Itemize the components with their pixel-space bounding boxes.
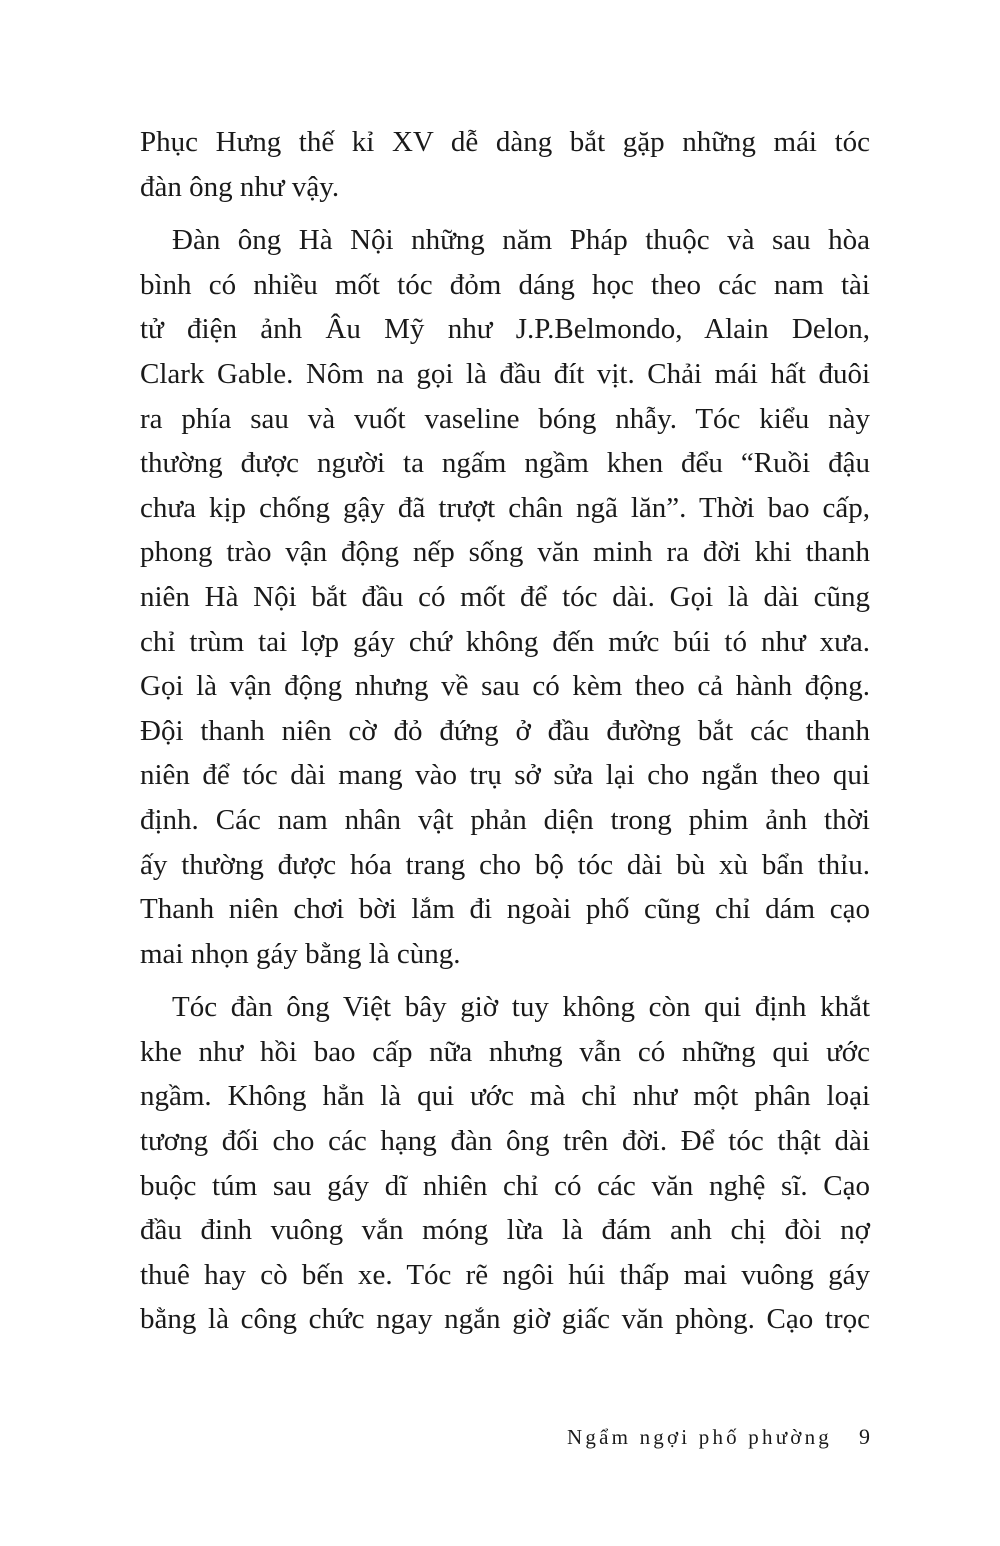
text-line: bình có nhiều mốt tóc đỏm dáng học theo các nam tài <box>140 268 870 301</box>
text-line: Phục Hưng thế kỉ XV dễ dàng bắt gặp những mái tóc <box>140 126 870 158</box>
paragraph-1 <box>140 120 870 209</box>
text-line: bằng là công chức ngay ngắn giờ giấc văn phòng. Cạo trọc <box>140 1303 870 1336</box>
book-page-body <box>140 120 870 1342</box>
text-line: Tóc đàn ông Việt bây giờ tuy không còn qui định khắt <box>172 991 870 1024</box>
page-footer <box>140 1420 870 1454</box>
text-line: niên để tóc dài mang vào trụ sở sửa lại cho ngắn theo qui <box>140 759 870 792</box>
text-line: chỉ trùm tai lợp gáy chứ không đến mức búi tó như xưa. <box>140 625 870 658</box>
text-line: mai nhọn gáy bằng là cùng. <box>140 937 461 970</box>
text-line: định. Các nam nhân vật phản diện trong phim ảnh thời <box>140 803 870 836</box>
paragraph-3 <box>140 985 870 1342</box>
running-title: Ngẩm ngợi phố phường <box>567 1425 832 1449</box>
paragraph-2 <box>140 218 870 976</box>
text-line: buộc túm sau gáy dĩ nhiên chỉ có các văn nghệ sĩ. Cạo <box>140 1169 870 1202</box>
text-line: thường được người ta ngấm ngầm khen đểu “Ruồi đậu <box>140 447 870 480</box>
text-line: ngầm. Không hẳn là qui ước mà chỉ như một phân loại <box>140 1080 870 1113</box>
text-line: Thanh niên chơi bời lắm đi ngoài phố cũng chỉ dám cạo <box>140 893 870 926</box>
text-line: phong trào vận động nếp sống văn minh ra đời khi thanh <box>140 536 870 569</box>
text-line: Gọi là vận động nhưng về sau có kèm theo cả hành động. <box>140 670 870 703</box>
text-line: tử điện ảnh Âu Mỹ như J.P.Belmondo, Alain Delon, <box>140 313 870 346</box>
text-line: tương đối cho các hạng đàn ông trên đời. Để tóc thật dài <box>140 1125 870 1158</box>
text-line: ấy thường được hóa trang cho bộ tóc dài bù xù bẩn thỉu. <box>140 848 870 881</box>
text-line: Clark Gable. Nôm na gọi là đầu đít vịt. Chải mái hất đuôi <box>140 357 870 390</box>
text-line: ra phía sau và vuốt vaseline bóng nhẫy. Tóc kiểu này <box>140 402 870 435</box>
text-line: thuê hay cò bến xe. Tóc rẽ ngôi húi thấp mai vuông gáy <box>140 1258 870 1291</box>
text-line: niên Hà Nội bắt đầu có mốt để tóc dài. Gọi là dài cũng <box>140 580 870 613</box>
text-line: đầu đinh vuông vắn móng lừa là đám anh chị đòi nợ <box>140 1214 870 1247</box>
text-line: chưa kịp chống gậy đã trượt chân ngã lăn”. Thời bao cấp, <box>140 491 870 524</box>
text-line: khe như hồi bao cấp nữa nhưng vẫn có những qui ước <box>140 1035 870 1068</box>
text-line: Đội thanh niên cờ đỏ đứng ở đầu đường bắt các thanh <box>140 714 870 747</box>
page-number: 9 <box>859 1424 870 1449</box>
text-line: Đàn ông Hà Nội những năm Pháp thuộc và sau hòa <box>172 224 870 257</box>
text-line: đàn ông như vậy. <box>140 170 340 203</box>
